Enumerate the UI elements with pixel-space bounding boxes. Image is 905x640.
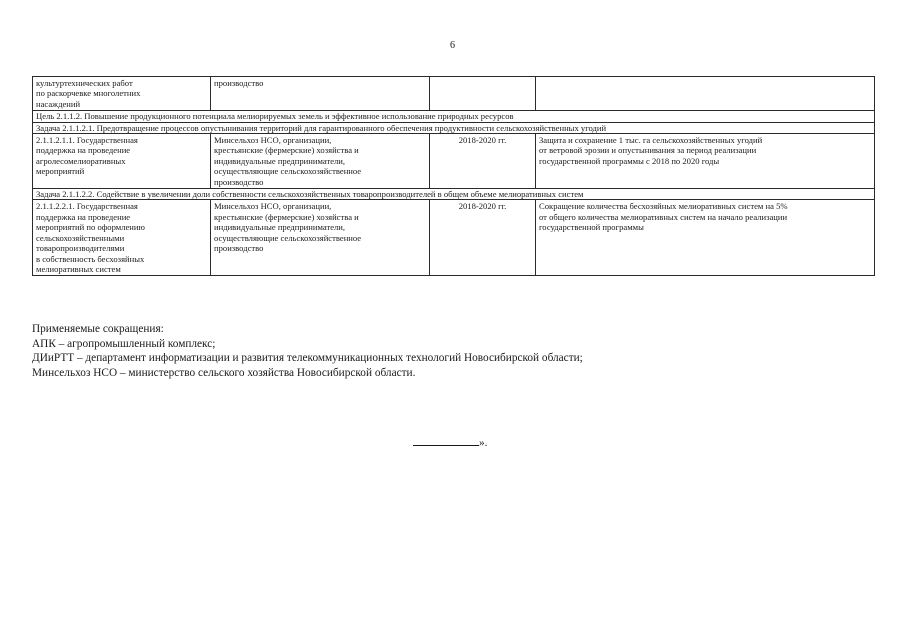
cell-text-line: осуществляющие сельскохозяйственное — [214, 166, 362, 177]
section-heading-cell — [33, 122, 875, 133]
section-row — [33, 111, 875, 122]
section-heading-cell — [33, 111, 875, 122]
section-heading-text: Задача 2.1.1.2.1. Предотвращение процессов опустынивания территорий для гарантированного обеспечения продуктивности сельскохозяйственных угодий — [36, 122, 607, 133]
cell-text-line: по раскорчевке многолетних — [36, 88, 141, 99]
measure-cell — [33, 134, 211, 189]
cell-text-line: Минсельхоз НСО, организации, — [214, 135, 332, 146]
table-row — [33, 200, 875, 276]
cell-text-line: 2018-2020 гг. — [458, 201, 507, 212]
cell-text-line: мероприятий — [36, 166, 85, 177]
cell-text-line: индивидуальные предприниматели, — [214, 222, 346, 233]
section-row — [33, 122, 875, 133]
result-cell — [536, 134, 875, 189]
cell-text-line: мелиоративных систем — [36, 263, 121, 274]
section-heading-cell — [33, 189, 875, 200]
cell-text-line: осуществляющие сельскохозяйственное — [214, 232, 362, 243]
measures-table — [32, 76, 875, 276]
table-row — [33, 77, 875, 111]
section-heading-text: Цель 2.1.1.2. Повышение продукционного потенциала мелиорируемых земель и эффективное использование природных ресурсов — [36, 111, 514, 122]
cell-text-line: производство — [214, 243, 264, 254]
measures-table-body — [33, 77, 875, 276]
cell-text-line: от общего количества мелиоративных систем на начало реализации — [539, 211, 788, 222]
abbreviations-heading: Применяемые сокращения: — [32, 323, 164, 335]
cell-text-line: государственной программы — [539, 222, 644, 233]
term-cell — [430, 134, 536, 189]
cell-text-line: насаждений — [36, 98, 81, 109]
term-cell — [430, 77, 536, 111]
cell-text-line: агролесомелиоративных — [36, 155, 126, 166]
closing-mark: ». — [479, 437, 488, 449]
executor-cell — [211, 134, 430, 189]
cell-text-line: от ветровой эрозии и опустынивания за период реализации — [539, 145, 757, 156]
page-number: 6 — [450, 40, 455, 51]
cell-text-line: в собственность бесхозяйных — [36, 253, 145, 264]
cell-text-line: культуртехнических работ — [36, 78, 133, 88]
cell-text-line: поддержка на проведение — [36, 145, 131, 156]
abbreviations-block — [32, 322, 583, 380]
cell-text-line: Защита и сохранение 1 тыс. га сельскохозяйственных угодий — [539, 135, 763, 146]
cell-text-line: государственной программы с 2018 по 2020 годы — [539, 155, 720, 166]
executor-cell — [211, 77, 430, 111]
measure-cell — [33, 200, 211, 276]
cell-text-line: крестьянские (фермерские) хозяйства и — [214, 211, 359, 222]
result-cell — [536, 200, 875, 276]
section-heading-text: Задача 2.1.1.2.2. Содействие в увеличении доли собственности сельскохозяйственных товаропроизводителей в общем объеме мелиоративных систем — [36, 189, 584, 200]
signature-blank — [413, 434, 479, 446]
measure-cell — [33, 77, 211, 111]
abbreviation-item: ДИиРТТ – департамент информатизации и развития телекоммуникационных технологий Новосибирской области; — [32, 352, 583, 364]
cell-text-line: крестьянские (фермерские) хозяйства и — [214, 145, 359, 156]
abbreviation-item: АПК – агропромышленный комплекс; — [32, 337, 216, 350]
abbreviation-item: Минсельхоз НСО – министерство сельского хозяйства Новосибирской области. — [32, 366, 416, 379]
table-row — [33, 134, 875, 189]
cell-text-line: производство — [214, 176, 264, 187]
cell-text-line: Минсельхоз НСО, организации, — [214, 201, 332, 212]
cell-text-line: производство — [214, 78, 264, 88]
cell-text-line: мероприятий по оформлению — [36, 222, 145, 233]
executor-cell — [211, 200, 430, 276]
cell-text-line: 2.1.1.2.1.1. Государственная — [36, 135, 138, 146]
closing-line — [413, 434, 487, 449]
cell-text-line: 2018-2020 гг. — [458, 135, 507, 146]
cell-text-line: индивидуальные предприниматели, — [214, 155, 346, 166]
term-cell — [430, 200, 536, 276]
cell-text-line: товаропроизводителями — [36, 243, 125, 254]
cell-text-line: 2.1.1.2.2.1. Государственная — [36, 201, 138, 212]
cell-text-line: сельскохозяйственными — [36, 232, 125, 243]
cell-text-line: Сокращение количества бесхозяйных мелиоративных систем на 5% — [539, 201, 788, 212]
section-row — [33, 189, 875, 200]
cell-text-line: поддержка на проведение — [36, 211, 131, 222]
result-cell — [536, 77, 875, 111]
